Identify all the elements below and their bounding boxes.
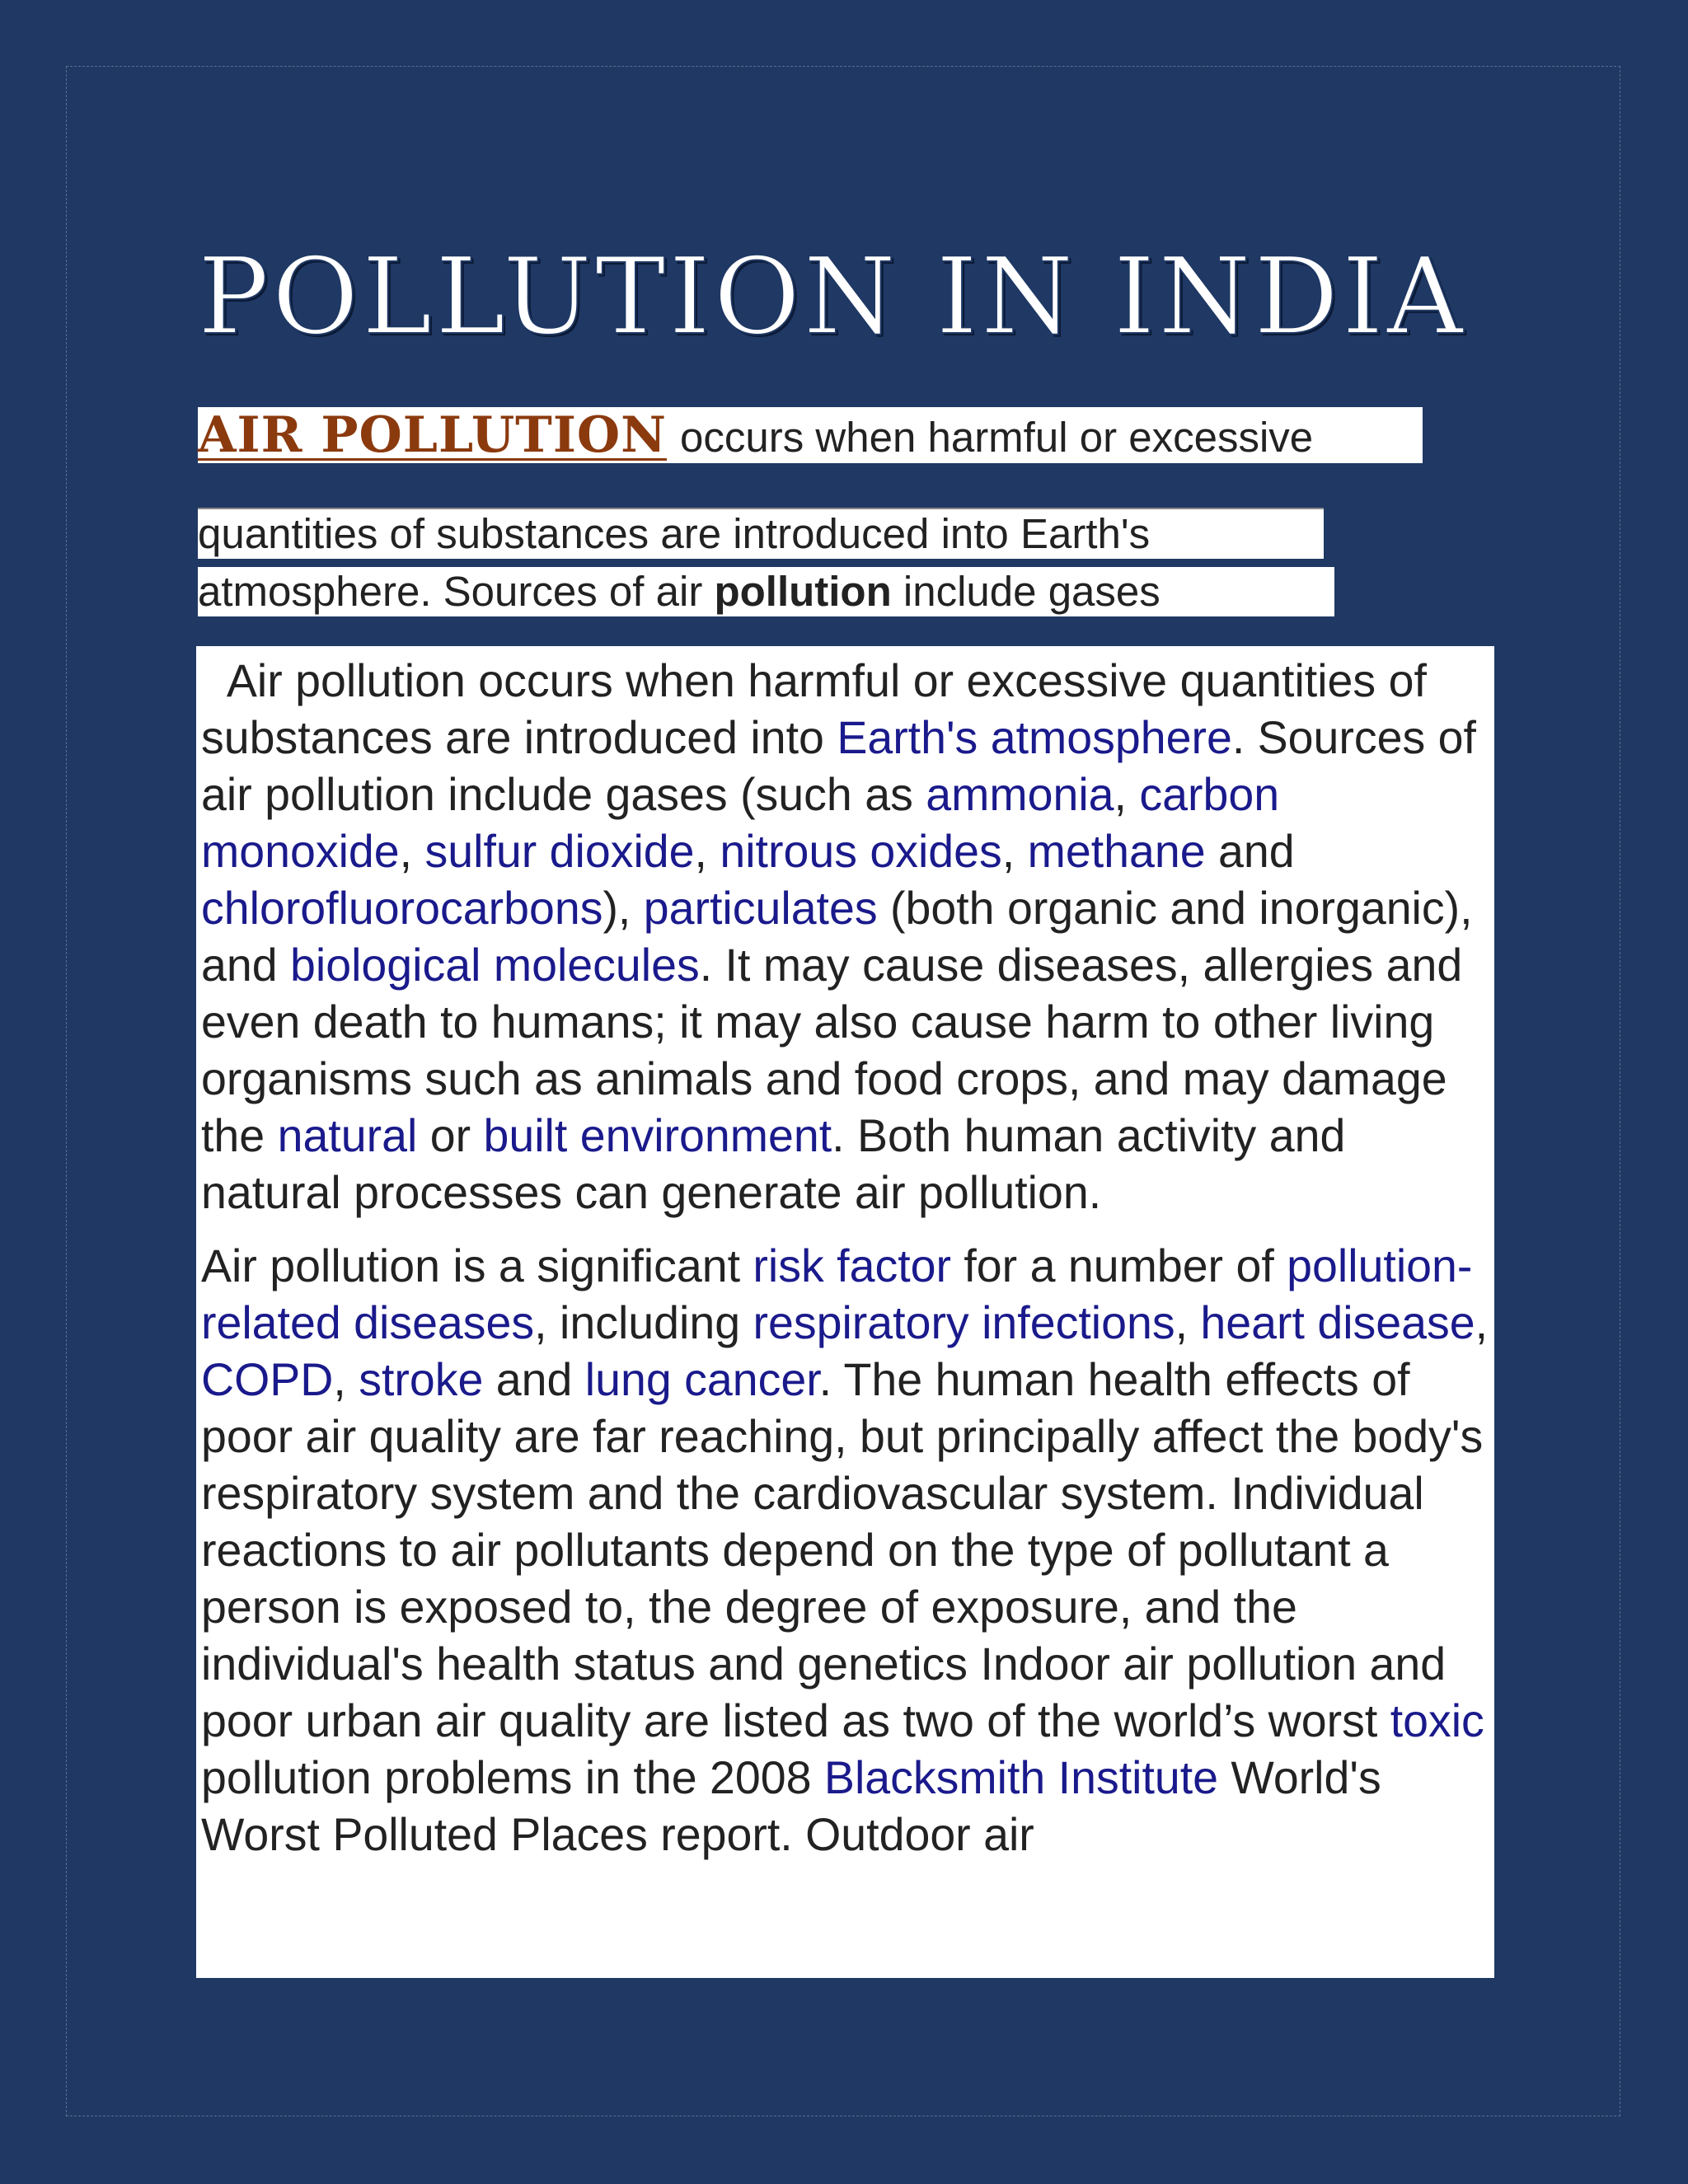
text: and	[483, 1354, 585, 1405]
page-title: POLLUTION IN INDIA	[198, 236, 1466, 359]
intro-text-1: occurs when harmful or excessive	[680, 414, 1314, 461]
link-pollution-related-diseases[interactable]: pollution-related diseases	[201, 1240, 1473, 1348]
link-toxic[interactable]: toxic	[1390, 1695, 1484, 1746]
text: ,	[1001, 826, 1028, 877]
link-methane[interactable]: methane	[1027, 826, 1206, 877]
link-carbon-monoxide[interactable]: carbon monoxide	[201, 769, 1280, 877]
text: or	[417, 1110, 484, 1161]
text: . The human health effects of poor air quality are far reaching, but principally affect the body's respiratory system and the cardiovascular system. Individual reactions to air pollutants depend on the type of pollutant a person is exposed to, the degree of exposure, and the individual's health status and genetics Indoor air pollution and poor urban air quality are listed as two of the world’s worst	[201, 1354, 1484, 1746]
text: World's Worst Polluted Places report. Outdoor air	[201, 1752, 1381, 1860]
text: . It may cause diseases, allergies and even death to humans; it may also cause harm to other living organisms such as animals and food crops, and may damage the	[201, 940, 1463, 1161]
text: (both organic and inorganic), and	[201, 883, 1473, 991]
paragraph-1	[201, 653, 1491, 1221]
intro-line-3	[198, 567, 1334, 616]
link-natural[interactable]: natural	[277, 1110, 418, 1161]
text: ),	[603, 883, 644, 934]
link-stroke[interactable]: stroke	[359, 1354, 484, 1405]
link-chlorofluorocarbons[interactable]: chlorofluorocarbons	[201, 883, 603, 934]
text: and	[1205, 826, 1295, 877]
text: ,	[333, 1354, 359, 1405]
link-respiratory-infections[interactable]: respiratory infections	[753, 1297, 1175, 1348]
intro-line-2: quantities of substances are introduced into Earth's	[198, 508, 1324, 559]
intro-text-3a: atmosphere. Sources of air	[198, 568, 715, 615]
text: ,	[1114, 769, 1140, 820]
text: . Sources of air pollution include gases (such as	[201, 712, 1476, 820]
text: Air pollution occurs when harmful or excessive quantities of substances are introduced into	[201, 655, 1427, 763]
link-biological-molecules[interactable]: biological molecules	[290, 940, 700, 991]
link-blacksmith-institute[interactable]: Blacksmith Institute	[823, 1752, 1219, 1803]
paragraph-2	[201, 1238, 1491, 1863]
link-built-environment[interactable]: built environment	[483, 1110, 832, 1161]
link-lung-cancer[interactable]: lung cancer	[584, 1354, 819, 1405]
link-nitrous-oxides[interactable]: nitrous oxides	[720, 826, 1002, 877]
link-heart-disease[interactable]: heart disease	[1200, 1297, 1475, 1348]
intro-line-1	[198, 407, 1423, 463]
text: for a number of	[950, 1240, 1287, 1291]
intro-text-3b: include gases	[891, 568, 1160, 615]
link-particulates[interactable]: particulates	[643, 883, 878, 934]
link-risk-factor[interactable]: risk factor	[753, 1240, 951, 1291]
air-pollution-heading: AIR POLLUTION	[198, 406, 667, 464]
link-copd[interactable]: COPD	[201, 1354, 334, 1405]
text: . Both human activity and natural processes can generate air pollution.	[201, 1110, 1346, 1218]
text: , including	[534, 1297, 753, 1348]
text: ,	[399, 826, 425, 877]
text: ,	[1175, 1297, 1201, 1348]
text: pollution problems in the 2008	[201, 1752, 824, 1803]
text: ,	[1475, 1297, 1489, 1348]
text: ,	[694, 826, 720, 877]
link-sulfur-dioxide[interactable]: sulfur dioxide	[424, 826, 695, 877]
link-earths-atmosphere[interactable]: Earth's atmosphere	[837, 712, 1232, 763]
link-ammonia[interactable]: ammonia	[926, 769, 1114, 820]
article-body	[196, 646, 1494, 1978]
text: Air pollution is a significant	[201, 1240, 753, 1291]
intro-bold-pollution: pollution	[714, 568, 892, 615]
